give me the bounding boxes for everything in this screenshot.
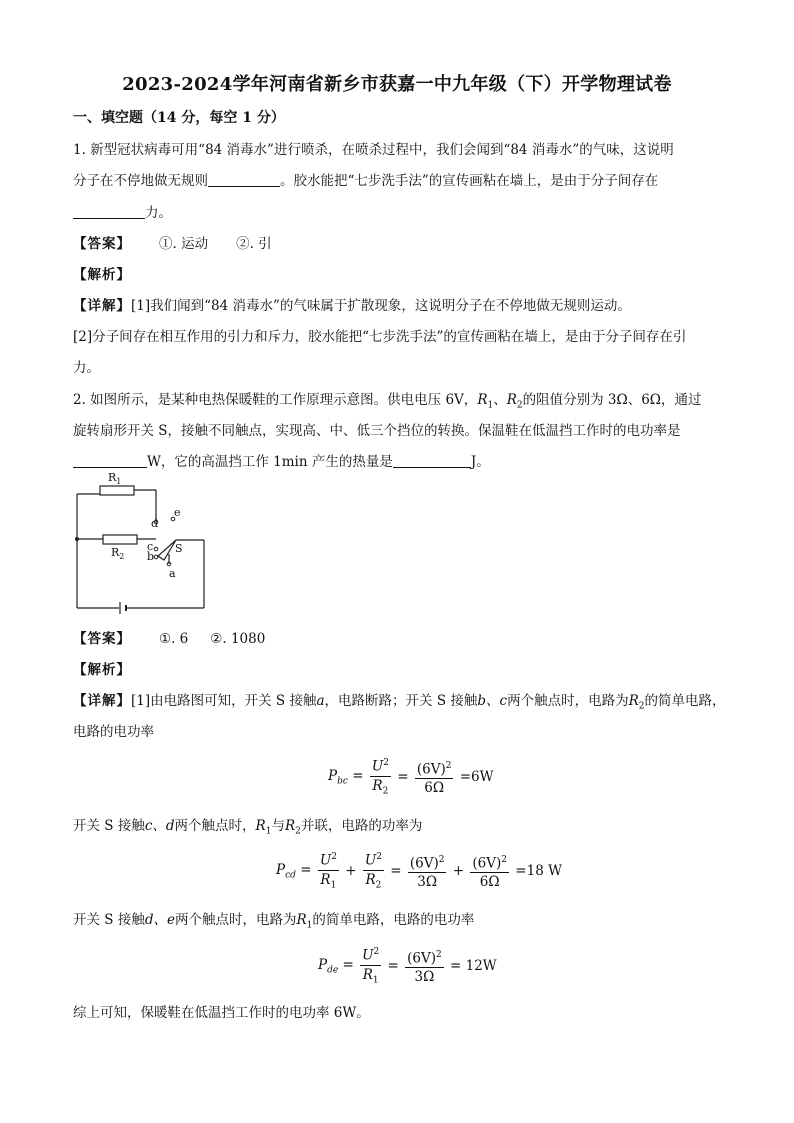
q2-analysis-label: 【解析】 [73,662,131,678]
q2-detail-4 [73,910,474,936]
detail-text: 开关 S 接触 [73,912,145,928]
circuit-diagram [72,471,212,614]
symbol-r: R [506,392,517,408]
formula-pcd: $P_{cd}$ = $\frac{U^2}{R_1}$ + $\frac{U^2}{R_2}$ = $\frac{(6V)^2}{3\Omega}$ + $\frac{(6V)^2}{6\Omega}$ =18 W [276,848,562,894]
symbol: b、c [477,693,508,709]
subscript: 2 [516,400,523,411]
detail-label: 【详解】 [73,298,131,314]
detail-text: 的简单电路，电路的电功率 [312,912,475,928]
q2-line-1 [73,390,701,416]
q1-line-3 [73,203,172,223]
label-b: b [147,550,155,563]
detail-text: [1]我们闻到“84 消毒水”的气味属于扩散现象，这说明分子在不停地做无规则运动。 [131,298,631,314]
q1-detail-3: 力。 [73,360,100,376]
resistor-r1 [100,486,134,495]
subscript: 1 [487,400,494,411]
detail-text: [1]由电路图可知，开关 S 接触 [131,693,317,709]
answer-item: ①. 6 [159,631,189,647]
q1-line-2 [73,171,658,191]
q2-text: J。 [470,454,490,470]
detail-text: 开关 S 接触 [73,818,145,834]
q2-conclusion: 综上可知，保暖鞋在低温挡工作时的电功率 6W。 [73,1005,370,1021]
punct: 、 [493,392,507,408]
sector-switch [158,540,176,560]
contact-c [154,547,158,551]
q2-line-2: 旋转扇形开关 S，接触不同触点，实现高、中、低三个挡位的转换。保温鞋在低温挡工作时的电功率是 [73,423,681,439]
label-a: a [169,567,176,580]
label-d: d [151,517,159,530]
subscript: 2 [638,701,645,712]
symbol: d、e [144,912,175,928]
answer-item: ②. 引 [236,236,272,252]
formula-pbc: $P_{bc}$ = $\frac{U^2}{R_2}$ = $\frac{(6V)^2}{6\Omega}$ =6W [328,754,494,800]
answer-label: 【答案】 [73,631,131,647]
label-c: c [147,540,154,553]
q2-text: W，它的高温挡工作 1min 产生的热量是 [147,454,393,470]
detail-label: 【详解】 [73,693,131,709]
q1-text: 。胶水能把“七步洗手法”的宣传画粘在墙上，是由于分子间存在 [280,173,659,189]
page-title: 2023-2024学年河南省新乡市获嘉一中九年级（下）开学物理试卷 [122,74,672,95]
detail-text: 并联，电路的功率为 [300,818,423,834]
q1-detail-1 [73,296,631,316]
q1-detail-2: [2]分子间存在相互作用的引力和斥力，胶水能把“七步洗手法”的宣传画粘在墙上，是由于分子间存在引 [73,329,687,345]
answer-label: 【答案】 [73,236,131,252]
q2-detail-2: 电路的电功率 [73,724,154,740]
symbol-r: R [628,693,639,709]
q2-detail-3 [73,816,422,842]
symbol: a [316,693,325,709]
q1-answer [73,234,272,254]
detail-text: 两个触点时，电路为 [507,693,629,709]
label-s: S [175,542,183,555]
q2-text: 2. 如图所示，是某种电热保暖鞋的工作原理示意图。供电电压 6V， [73,392,478,408]
symbol-r: R [284,818,296,834]
subscript: 2 [295,826,301,837]
label-r2: $R_2$ [111,546,125,561]
q1-line-1: 1. 新型冠状病毒可用“84 消毒水”进行喷杀，在喷杀过程中，我们会闻到“84 消毒水”的气味，这说明 [73,142,674,158]
section-heading: 一、填空题（14 分，每空 1 分） [73,110,285,126]
junction-dot [75,537,79,541]
detail-text: ，电路断路；开关 S 接触 [324,693,478,709]
symbol-r: R [296,912,307,928]
q1-text: 分子在不停地做无规则 [73,173,208,189]
q1-text: 力。 [145,205,172,221]
answer-item: ②. 1080 [210,631,266,647]
answer-blank [73,204,145,219]
label-r1: $R_1$ [108,471,122,486]
label-e: e [174,506,181,519]
q2-answer [73,629,265,649]
answer-blank [208,172,280,187]
formula-pde: $P_{de}$ = $\frac{U^2}{R_1}$ = $\frac{(6V)^2}{3\Omega}$ = 12W [318,943,497,989]
answer-blank [393,453,471,468]
q1-analysis-label: 【解析】 [73,267,131,283]
resistor-r2 [103,535,137,544]
symbol-r: R [477,392,488,408]
answer-blank [73,453,147,468]
detail-text: 两个触点时， [174,818,256,834]
subscript: 1 [306,920,313,931]
q2-line-3 [73,452,490,472]
symbol: c、d [144,818,175,834]
detail-text: 两个触点时，电路为 [174,912,297,928]
q2-detail-1 [73,691,725,717]
contact-b [154,555,158,559]
detail-text: 的简单电路， [644,693,726,709]
answer-item: ①. 运动 [159,236,209,252]
detail-text: 与 [271,818,285,834]
symbol-r: R [255,818,266,834]
q2-text: 的阻值分别为 3Ω、6Ω，通过 [522,392,702,408]
subscript: 1 [265,826,272,837]
